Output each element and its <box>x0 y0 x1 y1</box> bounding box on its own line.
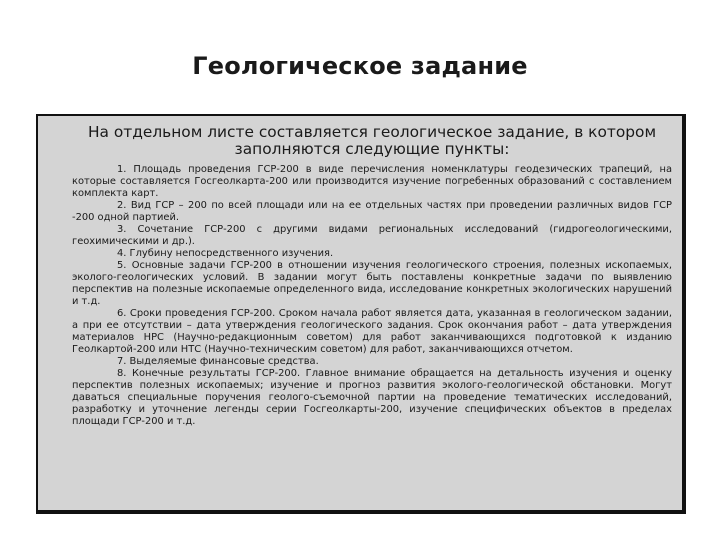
content-box <box>36 114 686 514</box>
list-item: 3. Сочетание ГСР-200 с другими видами региональных исследований (гидрогеологическими, геохимическими и др.). <box>72 224 672 247</box>
list-item: 2. Вид ГСР – 200 по всей площади или на ее отдельных частях при проведении различных видов ГСР -200 одной партией. <box>72 200 672 223</box>
list-item: 5. Основные задачи ГСР-200 в отношении изучения геологического строения, полезных ископаемых, эколого-геологических условий. В задании могут быть поставлены конкретные задачи по выявлению перспектив на полезные ископаемые определенного вида, исследование конкретных экологических нарушений и т.д. <box>72 260 672 307</box>
item-list <box>72 164 672 428</box>
slide-title: Геологическое задание <box>192 52 528 80</box>
list-item: 6. Сроки проведения ГСР-200. Сроком начала работ является дата, указанная в геологическом задании, а при ее отсутствии – дата утверждения геологического задания. Срок окончания работ – дата утверждения материалов НРС (Научно-редакционным советом) для работ заканчивающихся подготовкой к изданию Геолкартой-200 или НТС (Научно-техническим советом) для работ, заканчивающихся отчетом. <box>72 308 672 355</box>
list-item: 1. Площадь проведения ГСР-200 в виде перечисления номенклатуры геодезических трапеций, на которые составляется Госгеолкарта-200 или производится изучение погребенных образований с составлением комплекта карт. <box>72 164 672 199</box>
intro-text: На отдельном листе составляется геологическое задание, в котором заполняются следующие пункты: <box>87 123 657 158</box>
list-item: 7. Выделяемые финансовые средства. <box>117 356 319 367</box>
list-item: 8. Конечные результаты ГСР-200. Главное внимание обращается на детальность изучения и оценку перспектив полезных ископаемых; изучение и прогноз развития эколого-геологической обстановки. Могут даваться специальные поручения геолого-съемочной партии на проведение тематических исследований, разработку и уточнение легенды серии Госгеолкарты-200, изучение специфических объектов в пределах площади ГСР-200 и т.д. <box>72 368 672 427</box>
list-item: 4. Глубину непосредственного изучения. <box>117 248 334 259</box>
